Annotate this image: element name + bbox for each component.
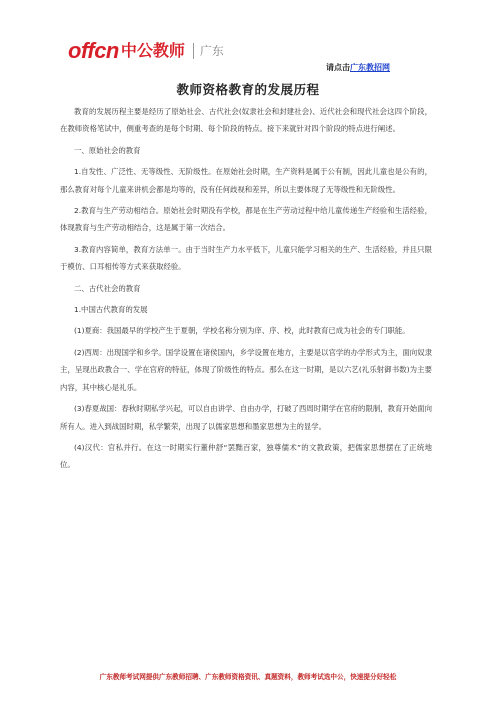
- section-heading-primitive: 一、原始社会的教育: [74, 145, 141, 155]
- exam-site-link[interactable]: 广东教招网: [350, 63, 390, 72]
- logo-wordmark: offcn: [68, 38, 119, 63]
- logo-divider: [193, 43, 194, 59]
- paragraph-han: (4)汉代：官私并行。在这一时期实行董仲舒“罢黜百家，独尊儒术”的文教政策，把儒家思想摆在了正统地位。: [60, 442, 432, 470]
- subheading-china: 1.中国古代教育的发展: [74, 305, 148, 315]
- paragraph-spring-autumn: (3)春夏战国：春秋时期私学兴起，可以自由讲学、自由办学，打破了西周时期学在官府的限制，教育开始面向所有人。进入到战国时期，私学繁荣，出现了以儒家思想和墨家思想为主的显学。: [60, 404, 432, 431]
- paragraph-point-1: 1.自发性、广泛性、无等级性、无阶级性。在原始社会时期，生产资料是属于公有制，因此儿童也是公有的，那么教育对每个儿童来讲机会都是均等的，没有任何歧视和差异，所以主要体现了无等级性和无阶级性。: [60, 167, 432, 194]
- footer-banner: 广东教师考试网提供广东教师招聘、广东教师资格资讯、真题资料，教师考试选中公，快速提分好轻松: [99, 673, 397, 681]
- paragraph-point-3: 3.教育内容简单，教育方法单一。由于当时生产力水平低下，儿童只能学习相关的生产、生活经验，并且只限于模仿、口耳相传等方式来获取经验。: [60, 244, 432, 272]
- paragraph-west-zhou: (2)西周：出现国学和乡学。国学设置在诸侯国内，乡学设置在地方，主要是以官学的办学形式为主，面向奴隶主，呈现出政教合一、学在官府的特征，体现了阶级性的特点。那么在这一时期，是以六艺(礼乐射御书数)为主要内容，其中核心是礼乐。: [60, 347, 432, 392]
- top-link-prefix: 请点击: [326, 63, 350, 72]
- page-title: 教师资格教育的发展历程: [176, 82, 320, 97]
- top-link: [326, 62, 390, 73]
- paragraph-point-2: 2.教育与生产劳动相结合。原始社会时期没有学校，都是在生产劳动过程中给儿童传递生产经验和生活经验，体现教育与生产劳动相结合，这是属于第一次结合。: [60, 206, 432, 233]
- logo-region: 广东: [199, 44, 224, 58]
- paragraph-intro: 教育的发展历程主要是经历了原始社会、古代社会(奴隶社会和封建社会)、近代社会和现代社会这四个阶段，在教师资格笔试中，侧重考查的是每个时期、每个阶段的特点。接下来就针对四个阶段的特点进行阐述。: [60, 107, 432, 134]
- offcn-logo: [68, 40, 224, 62]
- paragraph-xia-shang: (1)夏商：我国最早的学校产生于夏朝，学校名称分别为庠、序、校，此时教育已成为社会的专门职能。: [74, 326, 410, 336]
- section-heading-ancient: 二、古代社会的教育: [74, 283, 141, 293]
- article-body: [60, 103, 432, 474]
- logo-brand-name: 中公教师: [120, 41, 185, 60]
